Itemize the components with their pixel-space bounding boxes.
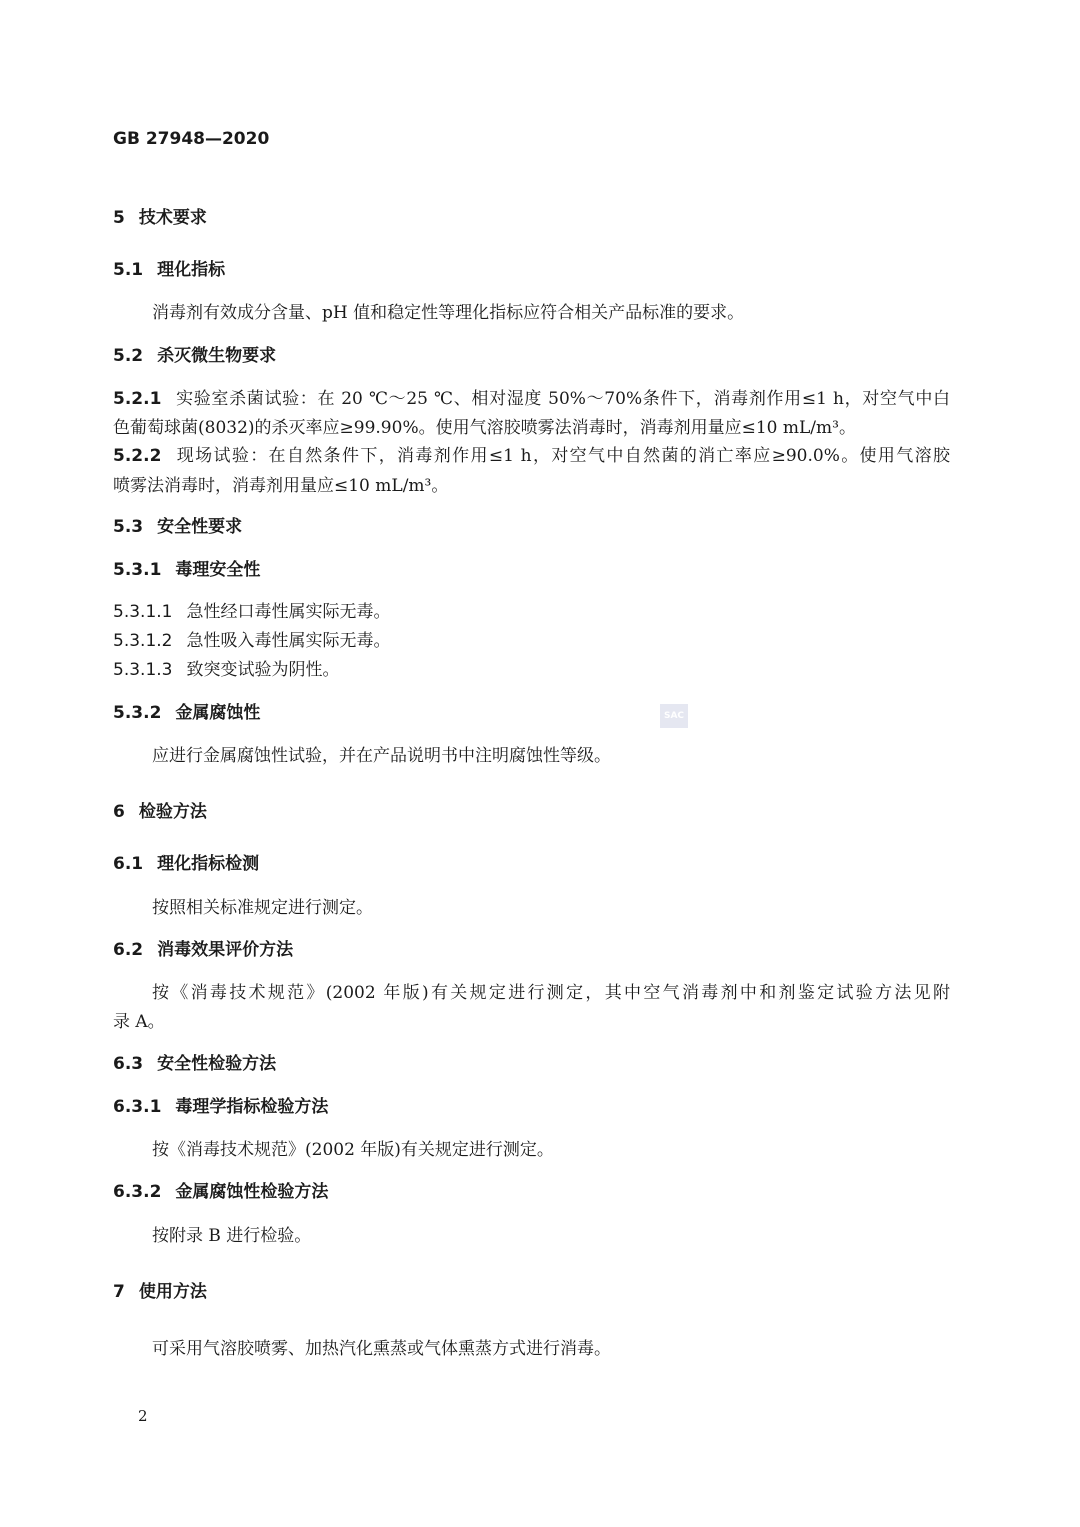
- section-6-3-2-heading: 6.3.2 金属腐蚀性检验方法: [113, 1182, 329, 1202]
- section-5-2-1-line2: 色葡萄球菌(8032)的杀灭率应≥99.90%。使用气溶胶喷雾法消毒时，消毒剂用量应≤10 mL/m³。: [113, 418, 856, 438]
- section-6-3-1-heading: 6.3.1 毒理学指标检验方法: [113, 1097, 329, 1117]
- document-header: GB 27948—2020: [113, 129, 270, 149]
- sac-watermark-logo: SAC: [660, 704, 688, 728]
- section-6-2-heading: 6.2 消毒效果评价方法: [113, 940, 294, 960]
- section-5-1-heading: 5.1 理化指标: [113, 260, 226, 280]
- section-5-3-2-text: 应进行金属腐蚀性试验，并在产品说明书中注明腐蚀性等级。: [152, 746, 611, 766]
- section-5-3-1-2: 5.3.1.2 急性吸入毒性属实际无毒。: [113, 631, 391, 651]
- section-5-1-text: 消毒剂有效成分含量、pH 值和稳定性等理化指标应符合相关产品标准的要求。: [152, 303, 745, 323]
- section-6-2-line2: 录 A。: [113, 1012, 165, 1032]
- section-6-1-text: 按照相关标准规定进行测定。: [152, 898, 373, 918]
- section-6-heading: 6 检验方法: [113, 802, 207, 822]
- section-5-2-heading: 5.2 杀灭微生物要求: [113, 346, 277, 366]
- section-5-3-1-3: 5.3.1.3 致突变试验为阴性。: [113, 660, 340, 680]
- section-7-heading: 7 使用方法: [113, 1282, 207, 1302]
- section-6-3-2-text: 按附录 B 进行检验。: [152, 1226, 312, 1246]
- section-5-heading: 5 技术要求: [113, 208, 207, 228]
- section-5-3-1-heading: 5.3.1 毒理安全性: [113, 560, 261, 580]
- page-number: 2: [138, 1407, 148, 1425]
- section-5-2-2-line2: 喷雾法消毒时，消毒剂用量应≤10 mL/m³。: [113, 476, 449, 496]
- section-5-3-1-1: 5.3.1.1 急性经口毒性属实际无毒。: [113, 602, 391, 622]
- section-5-3-2-heading: 5.3.2 金属腐蚀性: [113, 703, 261, 723]
- section-6-3-1-text: 按《消毒技术规范》(2002 年版)有关规定进行测定。: [152, 1140, 554, 1160]
- section-5-2-1-line1: 5.2.1 实验室杀菌试验：在 20 ℃～25 ℃、相对湿度 50%～70%条件下，消毒剂作用≤1 h，对空气中白: [113, 389, 950, 409]
- section-5-3-heading: 5.3 安全性要求: [113, 517, 243, 537]
- section-6-3-heading: 6.3 安全性检验方法: [113, 1054, 277, 1074]
- section-6-2-line1: 按《消毒技术规范》(2002 年版)有关规定进行测定，其中空气消毒剂中和剂鉴定试验方法见附: [152, 983, 950, 1003]
- section-7-text: 可采用气溶胶喷雾、加热汽化熏蒸或气体熏蒸方式进行消毒。: [152, 1339, 611, 1359]
- section-5-2-2-line1: 5.2.2 现场试验：在自然条件下，消毒剂作用≤1 h，对空气中自然菌的消亡率应≥90.0%。使用气溶胶: [113, 446, 950, 466]
- section-6-1-heading: 6.1 理化指标检测: [113, 854, 260, 874]
